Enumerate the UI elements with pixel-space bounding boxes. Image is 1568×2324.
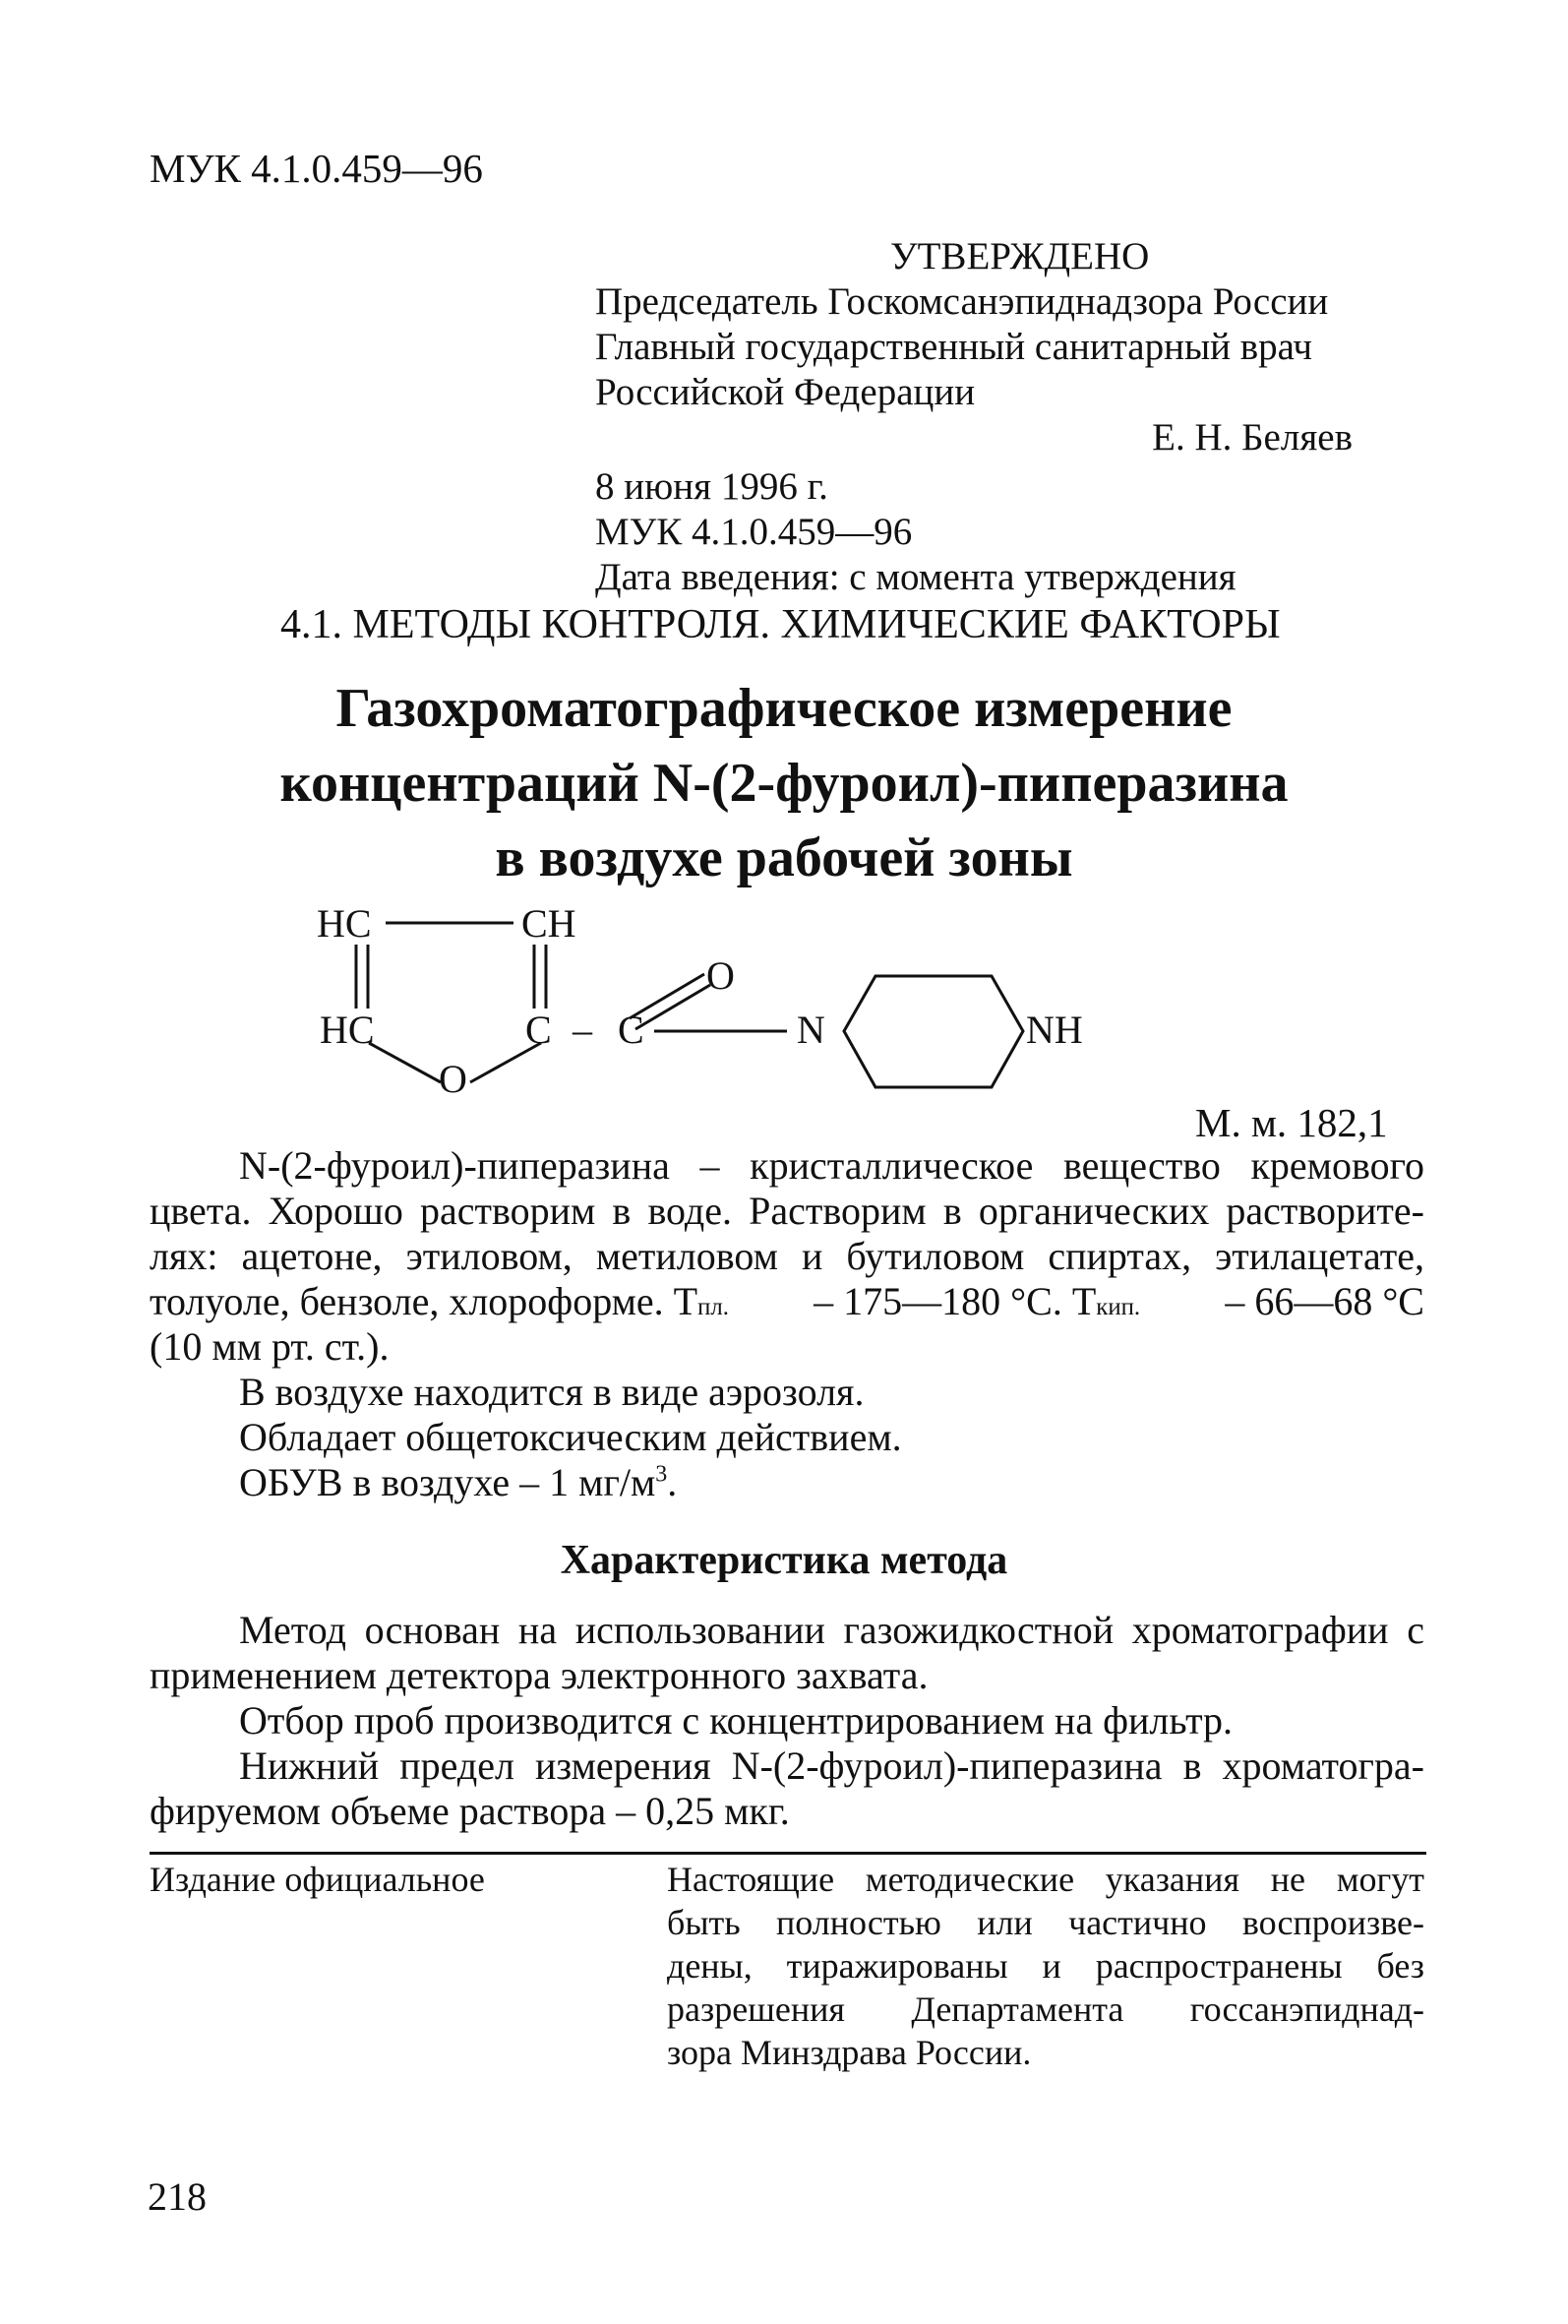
formula-o-ring: O	[439, 1057, 467, 1101]
footer-notice-line-1: Настоящие методические указания не могут	[667, 1860, 1424, 1899]
method-line-3: Отбор проб производится с концентрированием на фильтр.	[239, 1698, 1234, 1743]
approval-date: 8 июня 1996 г.	[595, 465, 828, 508]
formula-ch-top: CH	[521, 901, 576, 946]
approval-code: МУК 4.1.0.459—96	[595, 511, 913, 553]
section-heading: 4.1. МЕТОДЫ КОНТРОЛЯ. ХИМИЧЕСКИЕ ФАКТОРЫ	[280, 602, 1281, 647]
bond-ring-o-right	[470, 1043, 541, 1082]
approval-signer: Е. Н. Беляев	[1152, 416, 1353, 459]
description-line-2: цвета. Хорошо растворим в воде. Растворим в органических растворите-	[150, 1189, 1424, 1233]
title-line-3: в воздухе рабочей зоны	[495, 827, 1073, 888]
description-line-4-a: толуоле, бензоле, хлороформе. Тпл.	[150, 1279, 729, 1323]
formula-hc-top: HC	[317, 901, 372, 946]
formula-o-top: O	[706, 953, 735, 998]
piperazine-ring	[844, 976, 1023, 1087]
molar-mass: М. м. 182,1	[1195, 1100, 1388, 1145]
footer-notice-line-3: дены, тиражированы и распространены без	[667, 1946, 1424, 1986]
description-aerosol: В воздухе находится в виде аэрозоля.	[239, 1370, 865, 1414]
description-line-5: (10 мм рт. ст.).	[150, 1324, 390, 1369]
title-line-2: концентраций N-(2-фуроил)-пиперазина	[279, 753, 1289, 814]
approval-intro-date: Дата введения: с момента утверждения	[595, 556, 1236, 598]
footer-notice-line-2: быть полностью или частично воспроизве-	[667, 1903, 1424, 1942]
formula-n-left: N	[797, 1008, 825, 1052]
formula-dash: –	[573, 1008, 592, 1052]
description-line-3: лях: ацетоне, этиловом, метиловом и бутиловом спиртах, этилацетате,	[150, 1234, 1424, 1278]
description-line-4	[150, 1279, 1424, 1330]
method-line-1: Метод основан на использовании газожидкостной хроматографии с	[239, 1608, 1424, 1652]
footer-official-edition: Издание официальное	[150, 1860, 485, 1899]
approval-block	[595, 234, 1362, 600]
approval-title: УТВЕРЖДЕНО	[890, 235, 1150, 277]
description-line-4-b: – 175—180 °С. Ткип.	[814, 1279, 1141, 1323]
footer-notice-line-5: зора Минздрава России.	[667, 2033, 1032, 2072]
formula-c-mid: C	[525, 1008, 552, 1052]
footer-notice	[667, 1858, 1424, 2074]
approval-line-2: Главный государственный санитарный врач	[595, 326, 1313, 368]
footer-notice-line-4: разрешения Департамента госсанэпиднад-	[667, 1989, 1424, 2029]
description-toxicity: Обладает общетоксическим действием.	[239, 1415, 902, 1459]
method-line-5: фируемом объеме раствора – 0,25 мкг.	[150, 1789, 790, 1833]
page-number: 218	[148, 2174, 207, 2219]
method-line-4: Нижний предел измерения N-(2-фуроил)-пиперазина в хроматогра-	[239, 1743, 1424, 1788]
description-obuv: ОБУВ в воздухе – 1 $мг/м^3$.	[239, 1460, 678, 1504]
description-line-4-c: – 66—68 °С	[1225, 1279, 1424, 1323]
formula-hc-left: HC	[320, 1008, 375, 1052]
method-line-2: применением детектора электронного захвата.	[150, 1653, 929, 1697]
formula-c-carbonyl: C	[618, 1008, 644, 1052]
approval-line-1: Председатель Госкомсанэпиднадзора России	[595, 280, 1329, 323]
description-line-1: N-(2-фуроил)-пиперазина – кристаллическое вещество кремового	[239, 1143, 1424, 1188]
method-heading: Характеристика метода	[560, 1538, 1008, 1583]
title-line-1: Газохроматографическое измерение	[335, 678, 1233, 739]
document-code: МУК 4.1.0.459—96	[150, 146, 483, 191]
approval-line-3: Российской Федерации	[595, 371, 976, 413]
bond-ring-o-left	[369, 1043, 441, 1082]
formula-nh-right: NH	[1026, 1008, 1083, 1052]
footer-rule	[150, 1852, 1426, 1855]
